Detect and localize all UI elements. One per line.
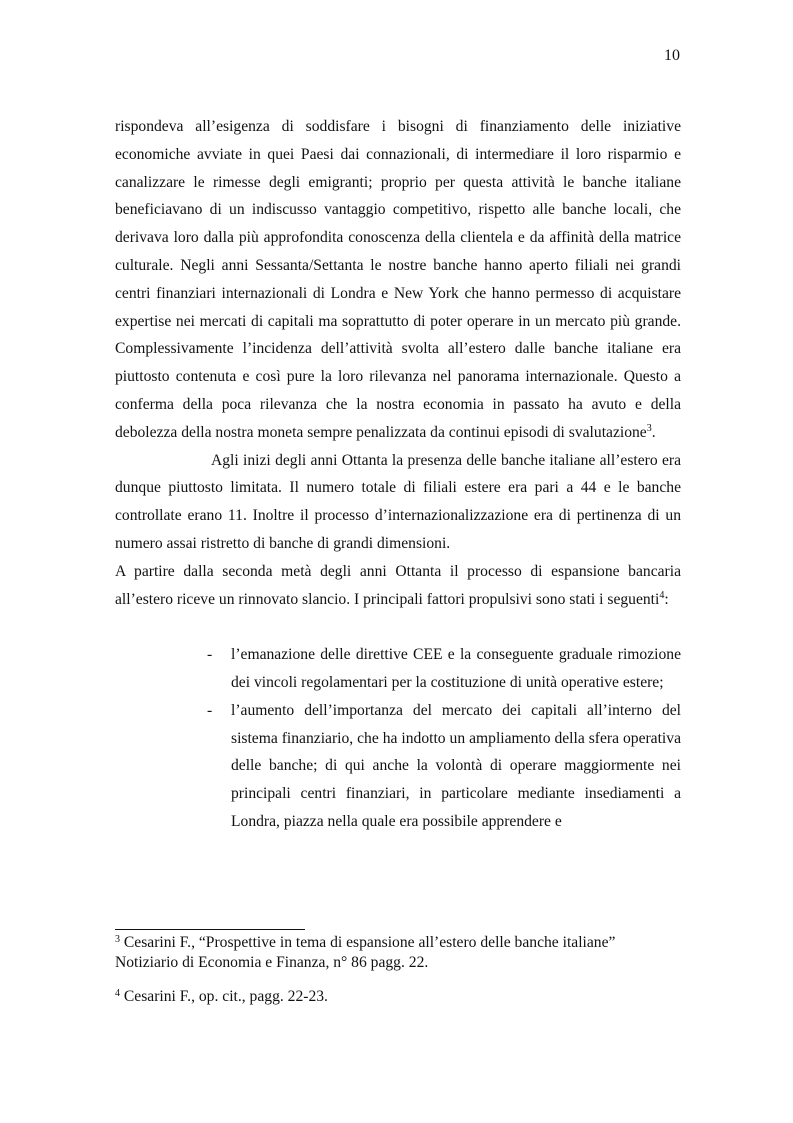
footnote-3-number: 3: [115, 934, 120, 945]
footnotes: [115, 933, 681, 1007]
bullet-item: [207, 697, 681, 836]
page-number: 10: [664, 47, 680, 64]
main-text: [115, 113, 681, 836]
bullet-item-text: l’aumento dell’importanza del mercato dei capitali all’interno del sistema finanziario, che ha indotto un ampliamento della sfera operativa delle banche; di qui anche la volontà di operare maggiormente nei principali centri finanziari, in particolare mediante insediamenti a Londra, piazza nella quale era possibile apprendere e: [231, 701, 681, 830]
paragraph-3-text: A partire dalla seconda metà degli anni Ottanta il processo di espansione bancaria all’estero riceve un rinnovato slancio. I principali fattori propulsivi sono stati i seguenti: [115, 562, 681, 608]
paragraph-2: Agli inizi degli anni Ottanta la presenza delle banche italiane all’estero era dunque piuttosto limitata. Il numero totale di filiali estere era pari a 44 e le banche controllate erano 11. Inoltre il processo d’internazionalizzazione era di pertinenza di un numero assai ristretto di banche di grandi dimensioni.: [115, 451, 681, 552]
footnote-ref-4: 4: [659, 589, 665, 601]
footnote-3-line-2: Notiziario di Economia e Finanza, n° 86 pagg. 22.: [115, 954, 429, 971]
paragraph-1-tail: .: [651, 423, 656, 441]
bullet-list: [207, 641, 681, 836]
footnote-4: [115, 987, 681, 1007]
footnote-ref-3: 3: [646, 422, 652, 434]
bullet-dash: -: [207, 701, 213, 719]
paragraph-3-tail: :: [664, 590, 669, 608]
paragraph-3: [115, 558, 681, 614]
footnote-3: [115, 933, 681, 973]
footnote-4-number: 4: [115, 988, 120, 999]
paragraph-1: [115, 113, 681, 447]
blank-line: [115, 613, 681, 641]
bullet-dash: -: [207, 646, 213, 664]
footnote-3-line-1: Cesarini F., “Prospettive in tema di espansione all’estero delle banche italiane”: [120, 934, 616, 951]
bullet-item: [207, 641, 681, 697]
paragraph-1-text: rispondeva all’esigenza di soddisfare i bisogni di finanziamento delle iniziative economiche avviate in quei Paesi dai connazionali, di intermediare il loro risparmio e canalizzare le rimesse degli emigranti; proprio per questa attività le banche italiane beneficiavano di un indiscusso vantaggio competitivo, rispetto alle banche locali, che derivava loro dalla più approfondita conoscenza della clientela e da affinità della matrice culturale. Negli anni Sessanta/Settanta le nostre banche hanno aperto filiali nei grandi centri finanziari internazionali di Londra e New York che hanno permesso di acquistare expertise nei mercati di capitali ma soprattutto di poter operare in un mercato più grande. Complessivamente l’incidenza dell’attività svolta all’estero dalle banche italiane era piuttosto contenuta e così pure la loro rilevanza nel panorama internazionale. Questo a conferma della poca rilevanza che la nostra economia in passato ha avuto e della debolezza della nostra moneta sempre penalizzata da continui episodi di svalutazione: [115, 118, 681, 441]
bullet-item-text: l’emanazione delle direttive CEE e la conseguente graduale rimozione dei vincoli regolamentari per la costituzione di unità operative estere;: [231, 646, 681, 691]
footnote-4-text: Cesarini F., op. cit., pagg. 22-23.: [120, 988, 328, 1005]
footnote-separator: [115, 929, 305, 930]
